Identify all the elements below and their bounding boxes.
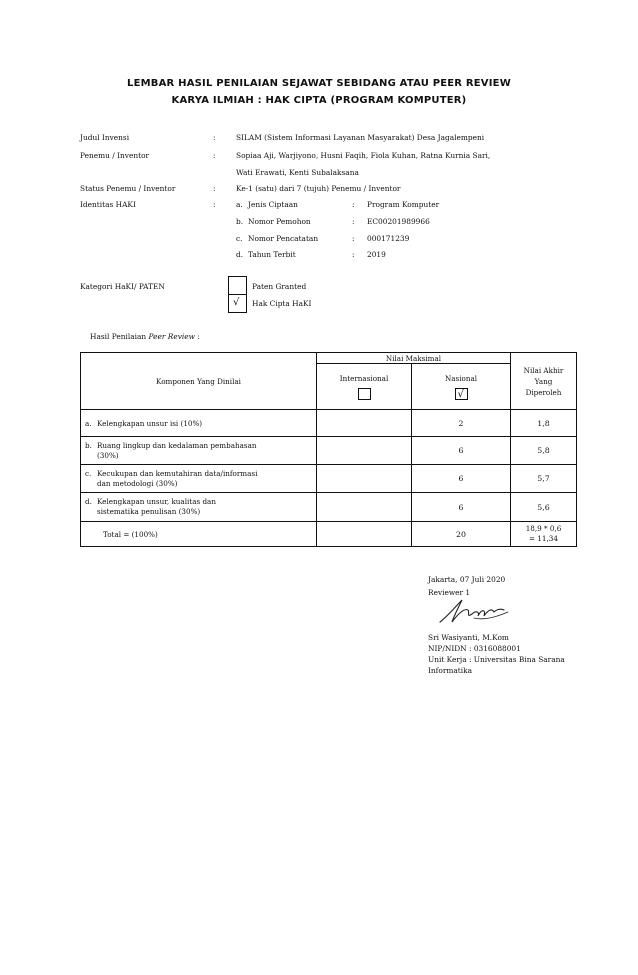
row-komponen [81,410,317,437]
reviewer-unit-line-1: Unit Kerja : Universitas Bina Sarana [428,655,565,664]
signature-image [438,596,518,626]
head-nasional-cell [412,364,511,410]
colon: : [352,200,355,209]
detail-label: Nomor Pencatatan [248,234,319,243]
reviewer-unit-line-2: Informatika [428,666,473,675]
status-label: Status Penemu / Inventor [80,184,176,193]
check-mark-icon: √ [457,388,464,400]
detail-prefix: c. [236,234,243,243]
row-text: Kelengkapan unsur isi (10%) [97,418,203,428]
place-date: Jakarta, 07 Juli 2020 [428,575,506,584]
head-internasional-cell [317,364,412,410]
paten-granted-checkbox[interactable] [228,276,247,295]
reviewer-nip: NIP/NIDN : 0316088001 [428,644,521,653]
detail-value: 000171239 [367,234,410,243]
row-text: Kecukupan dan kemutahiran data/informasi [97,468,258,478]
paten-granted-label: Paten Granted [252,282,307,291]
row-komponen [81,465,317,493]
total-nasional: 20 [412,522,511,547]
row-internasional [317,493,412,522]
total-akhir-line-2: = 11,34 [529,534,558,543]
kategori-label: Kategori HaKI/ PATEN [80,282,165,291]
row-text-2: (30%) [97,450,119,460]
total-label: Total = (100%) [81,522,317,547]
detail-prefix: a. [236,200,243,209]
head-nilai-akhir [511,353,577,410]
detail-label: Nomor Pemohon [248,217,311,226]
row-nasional: 6 [412,493,511,522]
status-value: Ke-1 (satu) dari 7 (tujuh) Penemu / Inventor [236,184,401,193]
detail-value: 2019 [367,250,386,259]
colon: : [213,133,216,142]
detail-value: Program Komputer [367,200,440,209]
row-komponen [81,437,317,465]
table-total-row [81,522,577,547]
row-nasional: 2 [412,410,511,437]
row-akhir: 5,8 [511,437,577,465]
row-label: d. [85,497,92,506]
hasil-label-prefix: Hasil Penilaian [90,332,147,341]
detail-label: Jenis Ciptaan [248,200,298,209]
hak-cipta-checkbox[interactable] [228,294,247,313]
row-label: c. [85,468,92,478]
penemu-value-line-2: Wati Erawati, Kenti Subalaksana [236,168,359,177]
head-akhir-line-3: Diperoleh [525,387,562,397]
detail-value: EC00201989966 [367,217,430,226]
row-text-2: sistematika penulisan (30%) [97,507,201,516]
head-internasional: Internasional [339,373,389,383]
row-internasional [317,465,412,493]
row-internasional [317,410,412,437]
judul-label: Judul Invensi [80,133,130,142]
colon: : [213,184,216,193]
hasil-label-italic: Peer Review [148,332,195,341]
total-akhir-line-1: 18,9 * 0,6 [525,524,562,533]
total-internasional [317,522,412,547]
hasil-label-suffix: : [194,332,200,341]
row-akhir: 1,8 [511,410,577,437]
row-komponen [81,493,317,522]
table-row [81,465,577,493]
head-nilai-maksimal: Nilai Maksimal [317,353,511,364]
colon: : [213,151,216,160]
row-akhir: 5,7 [511,465,577,493]
hak-cipta-label: Hak Cipta HaKI [252,299,312,308]
table-row [81,437,577,465]
judul-value: SILAM (Sistem Informasi Layanan Masyarakat) Desa Jagalempeni [236,133,485,142]
row-text: Kelengkapan unsur, kualitas dan [97,497,216,506]
identitas-label: Identitas HAKI [80,200,136,209]
total-akhir [511,522,577,547]
row-text: Ruang lingkup dan kedalaman pembahasan [97,440,257,450]
colon: : [352,217,355,226]
document-title-line-1: LEMBAR HASIL PENILAIAN SEJAWAT SEBIDANG ATAU PEER REVIEW [127,78,511,89]
table-row [81,410,577,437]
check-mark-icon: √ [233,297,240,308]
row-nasional: 6 [412,465,511,493]
penemu-label: Penemu / Inventor [80,151,150,160]
head-akhir-line-2: Yang [534,376,553,386]
hasil-penilaian-label [90,332,200,342]
reviewer-role: Reviewer 1 [428,588,471,597]
row-internasional [317,437,412,465]
head-komponen: Komponen Yang Dinilai [81,353,317,410]
row-label: b. [85,440,92,450]
document-title-line-2: KARYA ILMIAH : HAK CIPTA (PROGRAM KOMPUTER) [171,95,467,106]
reviewer-name: Sri Wasiyanti, M.Kom [428,633,509,642]
colon: : [213,200,216,209]
score-table [80,352,577,547]
row-akhir: 5,6 [511,493,577,522]
nasional-checkbox[interactable] [455,388,468,400]
row-nasional: 6 [412,437,511,465]
detail-prefix: b. [236,217,244,226]
detail-label: Tahun Terbit [248,250,296,259]
colon: : [352,234,355,243]
colon: : [352,250,355,259]
detail-prefix: d. [236,250,244,259]
head-nasional: Nasional [444,373,478,383]
head-akhir-line-1: Nilai Akhir [523,365,564,375]
table-row [81,493,577,522]
row-label: a. [85,418,92,428]
internasional-checkbox[interactable] [358,388,371,400]
penemu-value-line-1: Sopiaa Aji, Warjiyono, Husni Faqih, Fiola Kuhan, Ratna Kurnia Sari, [236,151,491,160]
row-text-2: dan metodologi (30%) [97,478,178,488]
